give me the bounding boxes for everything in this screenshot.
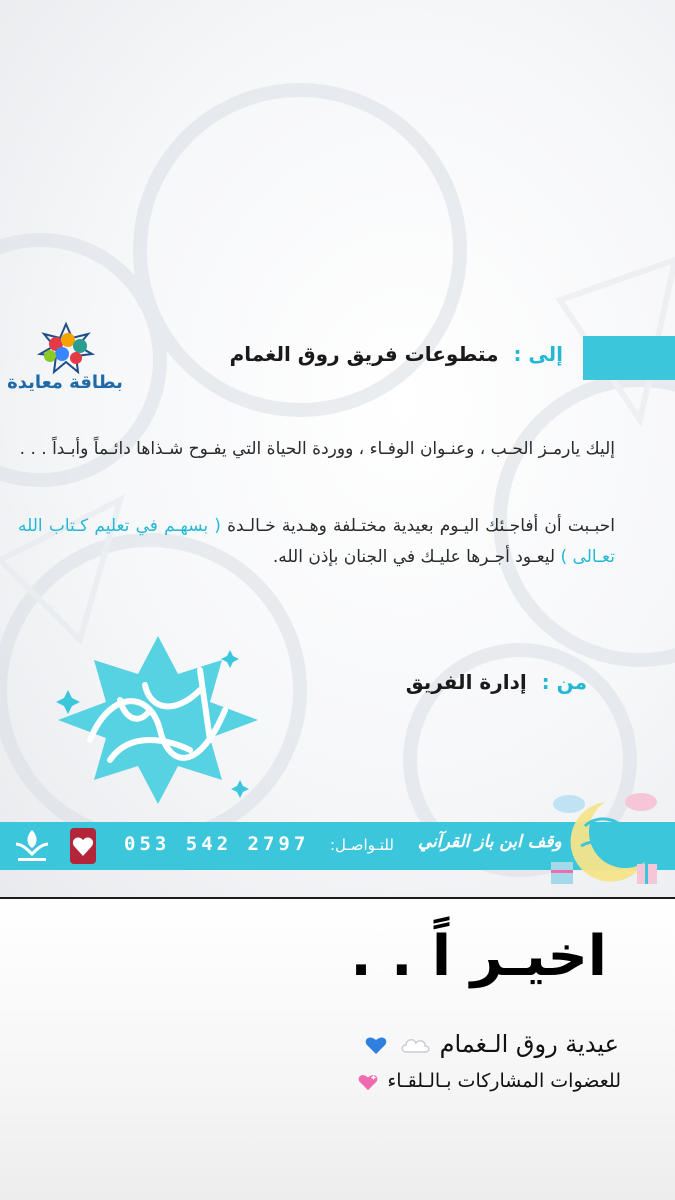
caption-line-1 [362, 1030, 619, 1058]
contact-label: للتـواصـل: [330, 836, 394, 854]
paragraph-2-highlight: ( بسهـم في تعليم كـتاب الله تعـالى ) [18, 516, 615, 567]
caption-line-2-text: للعضوات المشاركات بـالـلقـاء [387, 1070, 621, 1092]
greeting-paragraph-2 [18, 511, 615, 573]
caption-title: اخيـر اً . . [350, 924, 607, 989]
waqf-name: وقف ابن باز القرآني [418, 832, 562, 852]
caption-line-2 [355, 1070, 621, 1092]
from-name: إدارة الفريق [405, 670, 527, 694]
eid-moon-gifts-icon [545, 786, 665, 892]
paragraph-2-ending: ليعـود أجـرها عليـك في الجنان بإذن الله. [272, 547, 556, 567]
greeting-card-badge-label: بطاقة معايدة [7, 372, 123, 393]
team-logo-icon [10, 826, 54, 866]
from-label: من : [541, 670, 587, 694]
to-accent-bar [583, 336, 675, 380]
heart-logo-icon [68, 824, 98, 868]
eid-calligraphy-icon [50, 630, 265, 810]
caption-line-1-text: عيدية روق الـغمام [439, 1030, 619, 1058]
pink-heart-icon [357, 1072, 379, 1092]
to-label: إلى : [513, 342, 563, 366]
contact-phone-number: 053 542 2797 [124, 833, 310, 855]
to-name: متطوعات فريق روق الغمام [229, 342, 499, 366]
cloud-icon [400, 1034, 430, 1056]
paragraph-2-intro: احبـبت أن أفاجـئك اليـوم بعيدية مختـلفة وهـدية خـالـدة [227, 516, 615, 536]
from-line [406, 670, 587, 694]
blue-heart-icon [364, 1034, 388, 1056]
greeting-paragraph-1: إليك يارمـز الحـب ، وعنـوان الوفـاء ، ووردة الحياة التي يفـوح شـذاها دائـماً وأبـداً . . . [19, 439, 615, 459]
greeting-card-badge [6, 320, 124, 400]
balloons-icon [6, 320, 124, 380]
to-line [230, 342, 563, 366]
